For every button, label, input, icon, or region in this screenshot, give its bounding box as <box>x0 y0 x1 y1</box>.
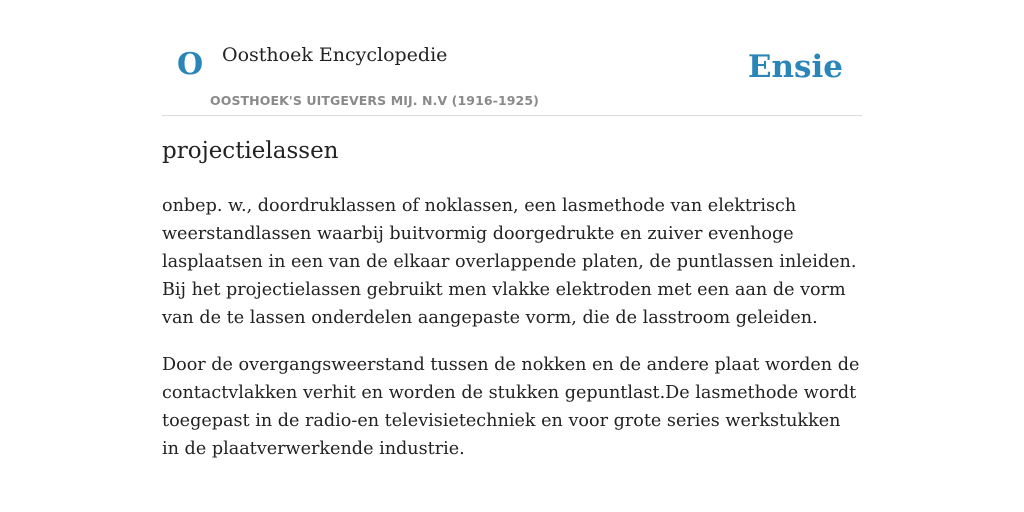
article-title: projectielassen <box>162 138 339 164</box>
article-paragraph: Door de overgangsweerstand tussen de nokken en de andere plaat worden de contactvlakken verhit en worden de stukken gepuntlast.De lasmethode wordt toegepast in de radio-en televisietechniek en voor grote series werkstukken in de plaatverwerkende industrie. <box>162 355 860 459</box>
page <box>162 0 862 459</box>
source-header <box>162 0 862 116</box>
article-body <box>162 192 862 482</box>
brand-logo-link[interactable]: Ensie <box>747 49 843 85</box>
source-title[interactable]: Oosthoek Encyclopedie <box>222 44 448 66</box>
article-paragraph: onbep. w., doordruklassen of noklassen, een lasmethode van elektrisch weerstandlassen waarbij buitvormig doorgedrukte en zuiver evenhoge lasplaatsen in een van de elkaar overlappende platen, de puntlassen inleiden. Bij het projectielassen gebruikt men vlakke elektroden met een aan de vorm van de te lassen onderdelen aangepaste vorm, die de lasstroom geleiden. <box>162 196 857 328</box>
source-subtitle: OOSTHOEK'S UITGEVERS MIJ. N.V (1916-1925) <box>210 93 539 108</box>
source-logo[interactable]: O <box>177 47 204 82</box>
